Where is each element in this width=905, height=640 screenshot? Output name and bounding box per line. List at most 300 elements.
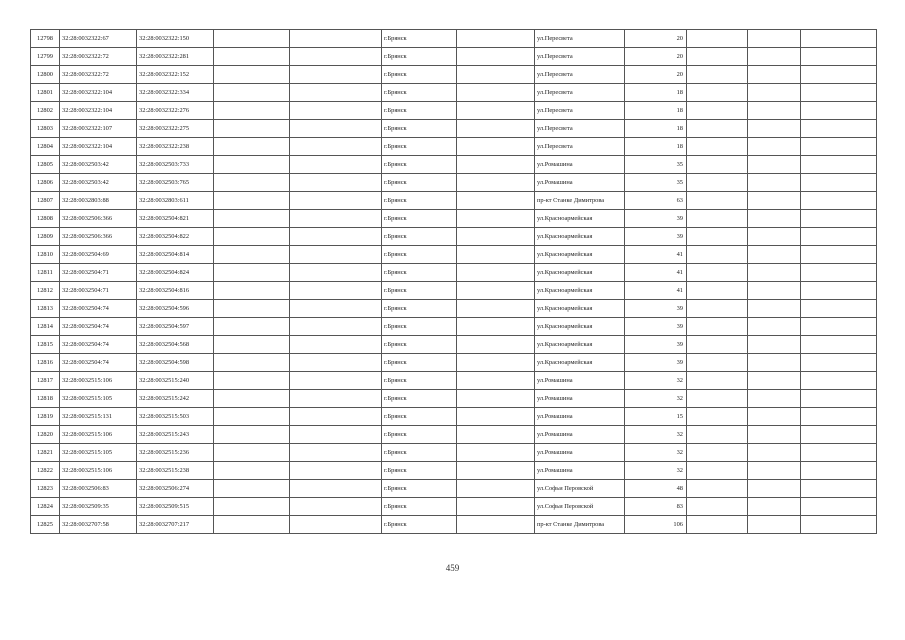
row-number-cell: 12801 xyxy=(31,84,60,102)
empty-cell xyxy=(748,372,801,390)
empty-cell xyxy=(457,174,535,192)
empty-cell xyxy=(748,120,801,138)
empty-cell xyxy=(214,30,290,48)
empty-cell xyxy=(801,480,877,498)
empty-cell xyxy=(214,246,290,264)
empty-cell xyxy=(214,498,290,516)
table-row xyxy=(31,390,877,408)
empty-cell xyxy=(214,516,290,534)
empty-cell xyxy=(457,156,535,174)
city-cell: г.Брянск xyxy=(382,426,457,444)
house-number-cell: 41 xyxy=(625,264,687,282)
object-number-cell: 32:28:0032515:243 xyxy=(137,426,214,444)
object-number-cell: 32:28:0032515:242 xyxy=(137,390,214,408)
row-number-cell: 12808 xyxy=(31,210,60,228)
empty-cell xyxy=(457,192,535,210)
empty-cell xyxy=(801,336,877,354)
object-number-cell: 32:28:0032803:611 xyxy=(137,192,214,210)
empty-cell xyxy=(687,174,748,192)
city-cell: г.Брянск xyxy=(382,192,457,210)
city-cell: г.Брянск xyxy=(382,462,457,480)
table-row xyxy=(31,246,877,264)
empty-cell xyxy=(748,336,801,354)
street-cell: ул.Пересвета xyxy=(535,66,625,84)
empty-cell xyxy=(687,192,748,210)
parcel-number-cell: 32:28:0032504:74 xyxy=(60,300,137,318)
empty-cell xyxy=(687,282,748,300)
parcel-number-cell: 32:28:0032503:42 xyxy=(60,156,137,174)
table-body xyxy=(31,30,877,534)
empty-cell xyxy=(214,192,290,210)
empty-cell xyxy=(457,354,535,372)
empty-cell xyxy=(290,210,382,228)
empty-cell xyxy=(457,246,535,264)
table-row xyxy=(31,192,877,210)
city-cell: г.Брянск xyxy=(382,102,457,120)
object-number-cell: 32:28:0032504:822 xyxy=(137,228,214,246)
object-number-cell: 32:28:0032509:515 xyxy=(137,498,214,516)
empty-cell xyxy=(687,462,748,480)
empty-cell xyxy=(748,138,801,156)
empty-cell xyxy=(457,516,535,534)
empty-cell xyxy=(687,120,748,138)
empty-cell xyxy=(290,408,382,426)
empty-cell xyxy=(687,300,748,318)
table-row xyxy=(31,84,877,102)
empty-cell xyxy=(290,66,382,84)
street-cell: ул.Ромашина xyxy=(535,390,625,408)
house-number-cell: 18 xyxy=(625,84,687,102)
house-number-cell: 63 xyxy=(625,192,687,210)
empty-cell xyxy=(748,102,801,120)
street-cell: ул.Ромашина xyxy=(535,174,625,192)
empty-cell xyxy=(290,264,382,282)
empty-cell xyxy=(687,354,748,372)
empty-cell xyxy=(687,498,748,516)
object-number-cell: 32:28:0032515:240 xyxy=(137,372,214,390)
row-number-cell: 12821 xyxy=(31,444,60,462)
table-row xyxy=(31,66,877,84)
object-number-cell: 32:28:0032504:568 xyxy=(137,336,214,354)
empty-cell xyxy=(687,66,748,84)
empty-cell xyxy=(801,228,877,246)
page-number: 459 xyxy=(445,563,460,573)
house-number-cell: 32 xyxy=(625,390,687,408)
house-number-cell: 39 xyxy=(625,210,687,228)
empty-cell xyxy=(457,264,535,282)
parcel-number-cell: 32:28:0032322:72 xyxy=(60,66,137,84)
row-number-cell: 12809 xyxy=(31,228,60,246)
street-cell: ул.Пересвета xyxy=(535,84,625,102)
empty-cell xyxy=(801,210,877,228)
empty-cell xyxy=(290,336,382,354)
empty-cell xyxy=(801,390,877,408)
empty-cell xyxy=(290,300,382,318)
house-number-cell: 39 xyxy=(625,300,687,318)
city-cell: г.Брянск xyxy=(382,318,457,336)
table-row xyxy=(31,138,877,156)
city-cell: г.Брянск xyxy=(382,66,457,84)
house-number-cell: 20 xyxy=(625,48,687,66)
city-cell: г.Брянск xyxy=(382,120,457,138)
street-cell: пр-кт Станке Димитрова xyxy=(535,516,625,534)
parcel-number-cell: 32:28:0032504:74 xyxy=(60,354,137,372)
city-cell: г.Брянск xyxy=(382,444,457,462)
city-cell: г.Брянск xyxy=(382,264,457,282)
parcel-number-cell: 32:28:0032515:105 xyxy=(60,444,137,462)
object-number-cell: 32:28:0032322:275 xyxy=(137,120,214,138)
table-row xyxy=(31,372,877,390)
city-cell: г.Брянск xyxy=(382,408,457,426)
row-number-cell: 12819 xyxy=(31,408,60,426)
table-row xyxy=(31,156,877,174)
empty-cell xyxy=(290,390,382,408)
empty-cell xyxy=(457,66,535,84)
empty-cell xyxy=(801,498,877,516)
row-number-cell: 12823 xyxy=(31,480,60,498)
empty-cell xyxy=(687,390,748,408)
empty-cell xyxy=(214,210,290,228)
object-number-cell: 32:28:0032707:217 xyxy=(137,516,214,534)
empty-cell xyxy=(290,462,382,480)
house-number-cell: 20 xyxy=(625,30,687,48)
city-cell: г.Брянск xyxy=(382,174,457,192)
parcel-number-cell: 32:28:0032803:88 xyxy=(60,192,137,210)
object-number-cell: 32:28:0032503:765 xyxy=(137,174,214,192)
parcel-number-cell: 32:28:0032509:35 xyxy=(60,498,137,516)
house-number-cell: 41 xyxy=(625,282,687,300)
empty-cell xyxy=(748,174,801,192)
empty-cell xyxy=(801,354,877,372)
empty-cell xyxy=(687,336,748,354)
table-row xyxy=(31,228,877,246)
street-cell: ул.Красноармейская xyxy=(535,264,625,282)
empty-cell xyxy=(214,264,290,282)
empty-cell xyxy=(290,174,382,192)
empty-cell xyxy=(290,516,382,534)
row-number-cell: 12822 xyxy=(31,462,60,480)
parcel-number-cell: 32:28:0032506:366 xyxy=(60,210,137,228)
city-cell: г.Брянск xyxy=(382,210,457,228)
parcel-number-cell: 32:28:0032515:106 xyxy=(60,462,137,480)
empty-cell xyxy=(687,102,748,120)
street-cell: ул.Красноармейская xyxy=(535,246,625,264)
empty-cell xyxy=(290,138,382,156)
empty-cell xyxy=(801,84,877,102)
empty-cell xyxy=(290,444,382,462)
parcel-number-cell: 32:28:0032515:131 xyxy=(60,408,137,426)
table-row xyxy=(31,30,877,48)
empty-cell xyxy=(214,300,290,318)
row-number-cell: 12802 xyxy=(31,102,60,120)
street-cell: ул.Ромашина xyxy=(535,426,625,444)
table-row xyxy=(31,300,877,318)
table-row xyxy=(31,516,877,534)
city-cell: г.Брянск xyxy=(382,138,457,156)
empty-cell xyxy=(214,408,290,426)
street-cell: ул.Ромашина xyxy=(535,462,625,480)
object-number-cell: 32:28:0032515:503 xyxy=(137,408,214,426)
empty-cell xyxy=(748,498,801,516)
row-number-cell: 12799 xyxy=(31,48,60,66)
empty-cell xyxy=(457,300,535,318)
parcel-number-cell: 32:28:0032707:58 xyxy=(60,516,137,534)
empty-cell xyxy=(290,84,382,102)
empty-cell xyxy=(457,102,535,120)
table-row xyxy=(31,408,877,426)
parcel-number-cell: 32:28:0032504:69 xyxy=(60,246,137,264)
empty-cell xyxy=(687,48,748,66)
street-cell: ул.Красноармейская xyxy=(535,336,625,354)
empty-cell xyxy=(748,408,801,426)
house-number-cell: 35 xyxy=(625,156,687,174)
empty-cell xyxy=(748,318,801,336)
parcel-number-cell: 32:28:0032504:74 xyxy=(60,336,137,354)
empty-cell xyxy=(801,246,877,264)
empty-cell xyxy=(457,444,535,462)
table-row xyxy=(31,48,877,66)
object-number-cell: 32:28:0032322:150 xyxy=(137,30,214,48)
house-number-cell: 41 xyxy=(625,246,687,264)
empty-cell xyxy=(214,426,290,444)
empty-cell xyxy=(748,192,801,210)
empty-cell xyxy=(748,516,801,534)
street-cell: ул.Пересвета xyxy=(535,30,625,48)
empty-cell xyxy=(748,156,801,174)
empty-cell xyxy=(687,480,748,498)
empty-cell xyxy=(748,354,801,372)
house-number-cell: 106 xyxy=(625,516,687,534)
empty-cell xyxy=(801,282,877,300)
street-cell: пр-кт Станке Димитрова xyxy=(535,192,625,210)
house-number-cell: 32 xyxy=(625,372,687,390)
empty-cell xyxy=(687,372,748,390)
city-cell: г.Брянск xyxy=(382,372,457,390)
table-row xyxy=(31,426,877,444)
empty-cell xyxy=(457,228,535,246)
city-cell: г.Брянск xyxy=(382,84,457,102)
city-cell: г.Брянск xyxy=(382,156,457,174)
house-number-cell: 15 xyxy=(625,408,687,426)
empty-cell xyxy=(801,30,877,48)
object-number-cell: 32:28:0032504:596 xyxy=(137,300,214,318)
empty-cell xyxy=(457,282,535,300)
empty-cell xyxy=(214,282,290,300)
empty-cell xyxy=(290,246,382,264)
empty-cell xyxy=(457,120,535,138)
empty-cell xyxy=(801,102,877,120)
empty-cell xyxy=(214,84,290,102)
empty-cell xyxy=(748,426,801,444)
parcel-number-cell: 32:28:0032322:104 xyxy=(60,102,137,120)
table-row xyxy=(31,264,877,282)
empty-cell xyxy=(687,318,748,336)
city-cell: г.Брянск xyxy=(382,354,457,372)
empty-cell xyxy=(687,444,748,462)
street-cell: ул.Софьи Перовской xyxy=(535,498,625,516)
table-row xyxy=(31,498,877,516)
empty-cell xyxy=(687,246,748,264)
street-cell: ул.Красноармейская xyxy=(535,300,625,318)
object-number-cell: 32:28:0032504:824 xyxy=(137,264,214,282)
empty-cell xyxy=(214,48,290,66)
street-cell: ул.Красноармейская xyxy=(535,282,625,300)
table-row xyxy=(31,102,877,120)
city-cell: г.Брянск xyxy=(382,516,457,534)
empty-cell xyxy=(214,138,290,156)
empty-cell xyxy=(214,120,290,138)
empty-cell xyxy=(748,300,801,318)
row-number-cell: 12818 xyxy=(31,390,60,408)
row-number-cell: 12798 xyxy=(31,30,60,48)
empty-cell xyxy=(290,498,382,516)
parcel-number-cell: 32:28:0032322:67 xyxy=(60,30,137,48)
empty-cell xyxy=(801,516,877,534)
empty-cell xyxy=(801,156,877,174)
city-cell: г.Брянск xyxy=(382,336,457,354)
table-row xyxy=(31,444,877,462)
row-number-cell: 12825 xyxy=(31,516,60,534)
empty-cell xyxy=(748,228,801,246)
empty-cell xyxy=(290,192,382,210)
empty-cell xyxy=(687,30,748,48)
house-number-cell: 18 xyxy=(625,102,687,120)
object-number-cell: 32:28:0032506:274 xyxy=(137,480,214,498)
row-number-cell: 12811 xyxy=(31,264,60,282)
empty-cell xyxy=(290,426,382,444)
empty-cell xyxy=(457,48,535,66)
row-number-cell: 12805 xyxy=(31,156,60,174)
house-number-cell: 35 xyxy=(625,174,687,192)
house-number-cell: 32 xyxy=(625,444,687,462)
street-cell: ул.Красноармейская xyxy=(535,354,625,372)
row-number-cell: 12806 xyxy=(31,174,60,192)
empty-cell xyxy=(801,192,877,210)
house-number-cell: 39 xyxy=(625,318,687,336)
table-row xyxy=(31,282,877,300)
house-number-cell: 18 xyxy=(625,138,687,156)
empty-cell xyxy=(214,156,290,174)
empty-cell xyxy=(801,444,877,462)
city-cell: г.Брянск xyxy=(382,300,457,318)
parcel-number-cell: 32:28:0032322:107 xyxy=(60,120,137,138)
empty-cell xyxy=(748,390,801,408)
empty-cell xyxy=(214,462,290,480)
parcel-number-cell: 32:28:0032506:366 xyxy=(60,228,137,246)
row-number-cell: 12807 xyxy=(31,192,60,210)
row-number-cell: 12813 xyxy=(31,300,60,318)
empty-cell xyxy=(214,66,290,84)
object-number-cell: 32:28:0032515:236 xyxy=(137,444,214,462)
empty-cell xyxy=(214,102,290,120)
empty-cell xyxy=(457,498,535,516)
empty-cell xyxy=(801,48,877,66)
city-cell: г.Брянск xyxy=(382,390,457,408)
empty-cell xyxy=(801,426,877,444)
object-number-cell: 32:28:0032504:821 xyxy=(137,210,214,228)
empty-cell xyxy=(457,408,535,426)
object-number-cell: 32:28:0032504:814 xyxy=(137,246,214,264)
object-number-cell: 32:28:0032322:238 xyxy=(137,138,214,156)
object-number-cell: 32:28:0032504:597 xyxy=(137,318,214,336)
empty-cell xyxy=(457,462,535,480)
empty-cell xyxy=(457,390,535,408)
object-number-cell: 32:28:0032504:816 xyxy=(137,282,214,300)
empty-cell xyxy=(801,300,877,318)
row-number-cell: 12824 xyxy=(31,498,60,516)
row-number-cell: 12810 xyxy=(31,246,60,264)
empty-cell xyxy=(290,48,382,66)
house-number-cell: 83 xyxy=(625,498,687,516)
street-cell: ул.Ромашина xyxy=(535,408,625,426)
data-table xyxy=(30,29,877,534)
empty-cell xyxy=(214,228,290,246)
empty-cell xyxy=(214,318,290,336)
empty-cell xyxy=(457,138,535,156)
street-cell: ул.Пересвета xyxy=(535,102,625,120)
table-row xyxy=(31,336,877,354)
parcel-number-cell: 32:28:0032504:74 xyxy=(60,318,137,336)
parcel-number-cell: 32:28:0032515:106 xyxy=(60,426,137,444)
empty-cell xyxy=(457,210,535,228)
empty-cell xyxy=(801,174,877,192)
empty-cell xyxy=(748,84,801,102)
empty-cell xyxy=(687,156,748,174)
empty-cell xyxy=(687,408,748,426)
table-row xyxy=(31,210,877,228)
empty-cell xyxy=(801,408,877,426)
empty-cell xyxy=(687,84,748,102)
street-cell: ул.Ромашина xyxy=(535,156,625,174)
city-cell: г.Брянск xyxy=(382,228,457,246)
house-number-cell: 39 xyxy=(625,336,687,354)
parcel-number-cell: 32:28:0032515:105 xyxy=(60,390,137,408)
city-cell: г.Брянск xyxy=(382,30,457,48)
empty-cell xyxy=(801,318,877,336)
empty-cell xyxy=(457,318,535,336)
house-number-cell: 48 xyxy=(625,480,687,498)
empty-cell xyxy=(801,66,877,84)
empty-cell xyxy=(748,444,801,462)
parcel-number-cell: 32:28:0032322:72 xyxy=(60,48,137,66)
street-cell: ул.Пересвета xyxy=(535,120,625,138)
house-number-cell: 32 xyxy=(625,426,687,444)
parcel-number-cell: 32:28:0032503:42 xyxy=(60,174,137,192)
empty-cell xyxy=(290,480,382,498)
table-row xyxy=(31,318,877,336)
empty-cell xyxy=(457,426,535,444)
row-number-cell: 12803 xyxy=(31,120,60,138)
empty-cell xyxy=(687,264,748,282)
object-number-cell: 32:28:0032515:238 xyxy=(137,462,214,480)
empty-cell xyxy=(801,138,877,156)
empty-cell xyxy=(457,336,535,354)
row-number-cell: 12816 xyxy=(31,354,60,372)
empty-cell xyxy=(290,372,382,390)
empty-cell xyxy=(748,48,801,66)
empty-cell xyxy=(214,480,290,498)
street-cell: ул.Красноармейская xyxy=(535,210,625,228)
empty-cell xyxy=(214,444,290,462)
city-cell: г.Брянск xyxy=(382,246,457,264)
parcel-number-cell: 32:28:0032504:71 xyxy=(60,282,137,300)
empty-cell xyxy=(801,264,877,282)
empty-cell xyxy=(748,462,801,480)
empty-cell xyxy=(748,480,801,498)
street-cell: ул.Ромашина xyxy=(535,444,625,462)
object-number-cell: 32:28:0032322:152 xyxy=(137,66,214,84)
empty-cell xyxy=(214,354,290,372)
